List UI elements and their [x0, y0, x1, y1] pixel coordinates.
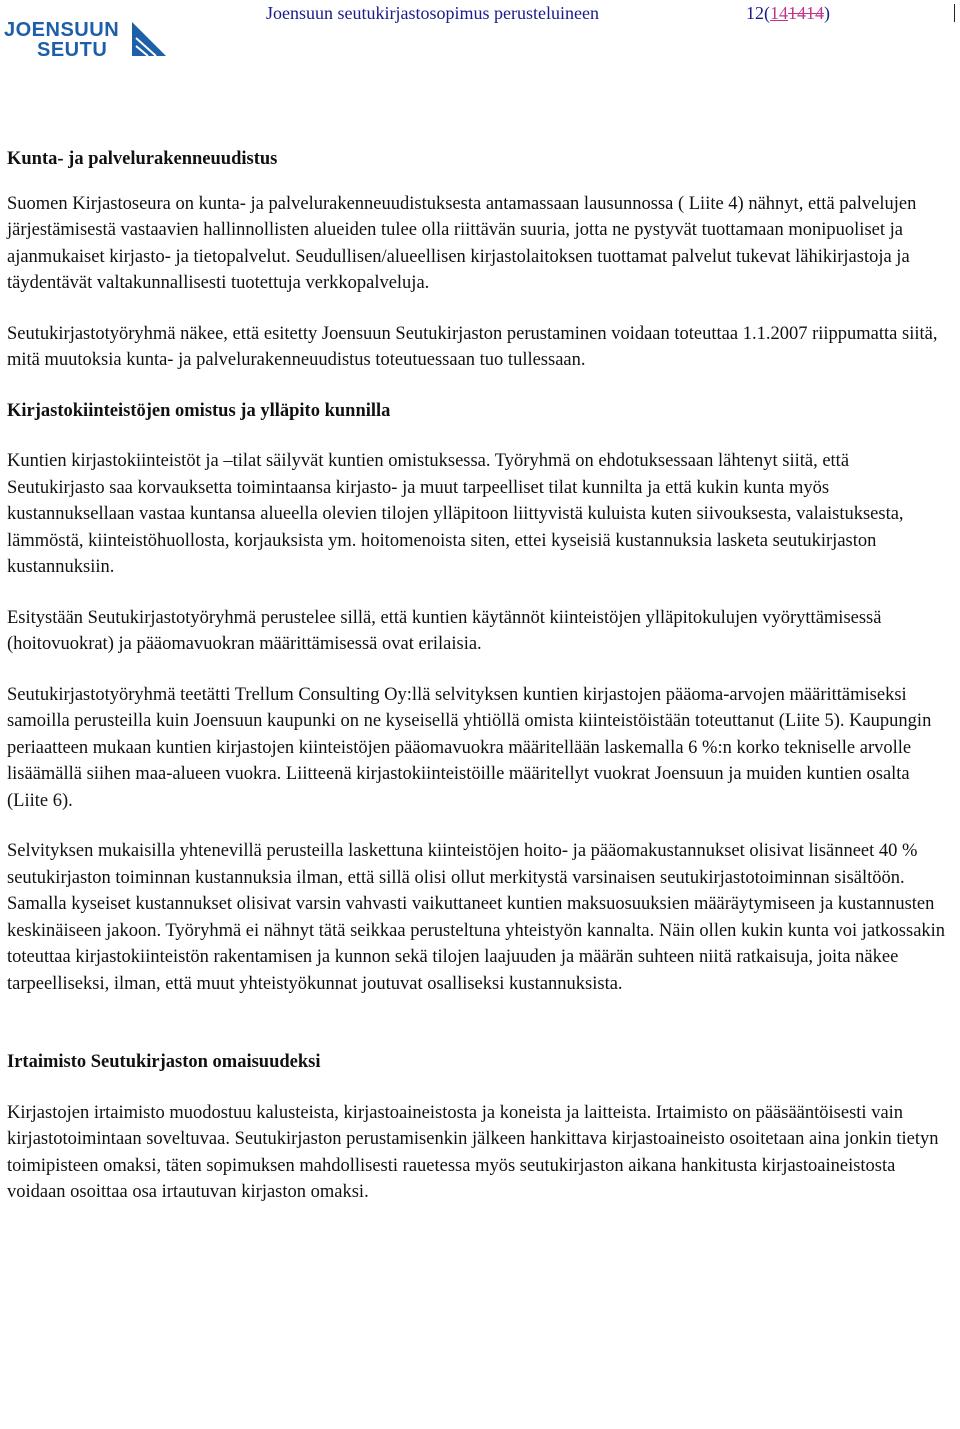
page-number-prefix: 12(: [746, 3, 770, 23]
paragraph: Kuntien kirjastokiinteistöt ja –tilat säilyvät kuntien omistuksessa. Työryhmä on ehdotuksessaan lähtenyt siitä, että Seutukirjasto saa korvauksetta toimintaansa kirjasto- ja muut tarpeelliset tilat kunnilta ja että kukin kunta myös kustannuksellaan vastaa kuntansa alueella olevien tilojen ylläpitoon liittyvistä kuluista kuten siivouksesta, valaistuksesta, lämmöstä, kiinteistöhuollosta, korjauksista ym. hoitomenoista siten, ettei kyseisiä kustannuksia lasketa seutukirjaston kustannuksiin.: [7, 451, 904, 577]
paragraph: Suomen Kirjastoseura on kunta- ja palvelurakenneuudistuksesta antamassaan lausunnossa ( Liite 4) nähnyt, että palvelujen järjestämisestä vastaavien hallinnollisten alueiden tulee olla riittävän suuria, jotta ne pystyvät tuottamaan monipuoliset ja ajanmukaiset kirjasto- ja tietopalvelut. Seudullisen/alueellisen kirjastolaitoksen tuottamat palvelut tukevat lähikirjastoja ja täydentävät valtakunnallisesti tuotettuja verkkopalveluja.: [7, 193, 917, 293]
revision-change-bar: [954, 4, 955, 22]
section-heading: Kirjastokiinteistöjen omistus ja ylläpito kunnilla: [7, 400, 391, 421]
page-number-deleted-b: 14: [806, 3, 824, 23]
page-number-inserted: 14: [770, 3, 788, 23]
paragraph: Seutukirjastotyöryhmä teetätti Trellum Consulting Oy:llä selvityksen kuntien kirjastojen pääoma-arvojen määrittämiseksi samoilla perusteilla kuin Joensuun kaupunki on ne kyseisellä yhtiöllä omista kiinteistöistään toteuttanut (Liite 5). Kaupungin periaatteen mukaan kuntien kirjastojen kiinteistöjen pääomavuokra määritellään laskemalla 6 %:n korko tekniselle arvolle lisäämällä siihen maa-alueen vuokra. Liitteenä kirjastokiinteistöille määritellyt vuokrat Joensuun ja muiden kuntien osalta (Liite 6).: [7, 684, 932, 811]
paragraph: Selvityksen mukaisilla yhtenevillä perusteilla laskettuna kiinteistöjen hoito- ja pääomakustannukset olisivat lisänneet 40 % seutukirjaston toiminnan kustannuksia ilman, että sillä olisi ollut merkitystä varsinaisen seutukirjastotoiminnan sisältöön. Samalla kyseiset kustannukset olisivat varsin vahvasti vaikuttaneet kuntien maksuosuuksien määräytymiseen ja kustannusten keskinäiseen jakoon. Työryhmä ei nähnyt tätä seikkaa perusteltuna yhteistyön kannalta. Näin ollen kukin kunta voi jatkossakin toteuttaa kirjastokiinteistön rakentamisen ja kunnon sekä tilojen laajuuden ja määrän suhteen niitä ratkaisuja, joita näkee tarpeelliseksi, ilman, että muut yhteistyökunnat joutuvat osalliseksi kustannuksista.: [7, 841, 946, 994]
logo-line-1: JOENSUUN: [4, 19, 120, 41]
logo-line-2: SEUTU: [37, 39, 108, 61]
logo-triangle-icon: [126, 22, 166, 58]
paragraph: Esitystään Seutukirjastotyöryhmä perustelee sillä, että kuntien käytännöt kiinteistöjen ylläpitokulujen vyöryttämisessä (hoitovuokrat) ja pääomavuokran määrittämisessä ovat erilaisia.: [7, 607, 882, 654]
paragraph: Seutukirjastotyöryhmä näkee, että esitetty Joensuun Seutukirjaston perustaminen voidaan toteuttaa 1.1.2007 riippumatta siitä, mitä muutoksia kunta- ja palvelurakenneuudistus toteutuessaan tuo tullessaan.: [7, 323, 938, 370]
logo-wordmark: [4, 20, 119, 60]
page-number-suffix: ): [824, 3, 830, 23]
paragraph: Kirjastojen irtaimisto muodostuu kalusteista, kirjastoaineistosta ja koneista ja laitteista. Irtaimisto on pääsääntöisesti vain kirjastotoimintaan soveltuvaa. Seutukirjaston perustamisenkin jälkeen hankittava kirjastoaineisto osoitetaan aina jonkin tietyn toimipisteen omaksi, täten sopimuksen mahdollisesti rauetessa myös seutukirjaston aikana hankitusta kirjastoaineistosta voidaan osoittaa osa irtautuvan kirjaston omaksi.: [7, 1102, 939, 1202]
section-heading: Kunta- ja palvelurakenneuudistus: [7, 149, 278, 169]
page-number-deleted-a: 14: [788, 3, 806, 23]
page-number: [746, 3, 830, 24]
document-body: [7, 146, 947, 1206]
document-title: Joensuun seutukirjastosopimus perusteluineen: [266, 3, 599, 23]
page-header: [0, 0, 960, 80]
joensuun-seutu-logo: [4, 20, 169, 62]
section-heading: Irtaimisto Seutukirjaston omaisuudeksi: [7, 1052, 321, 1072]
